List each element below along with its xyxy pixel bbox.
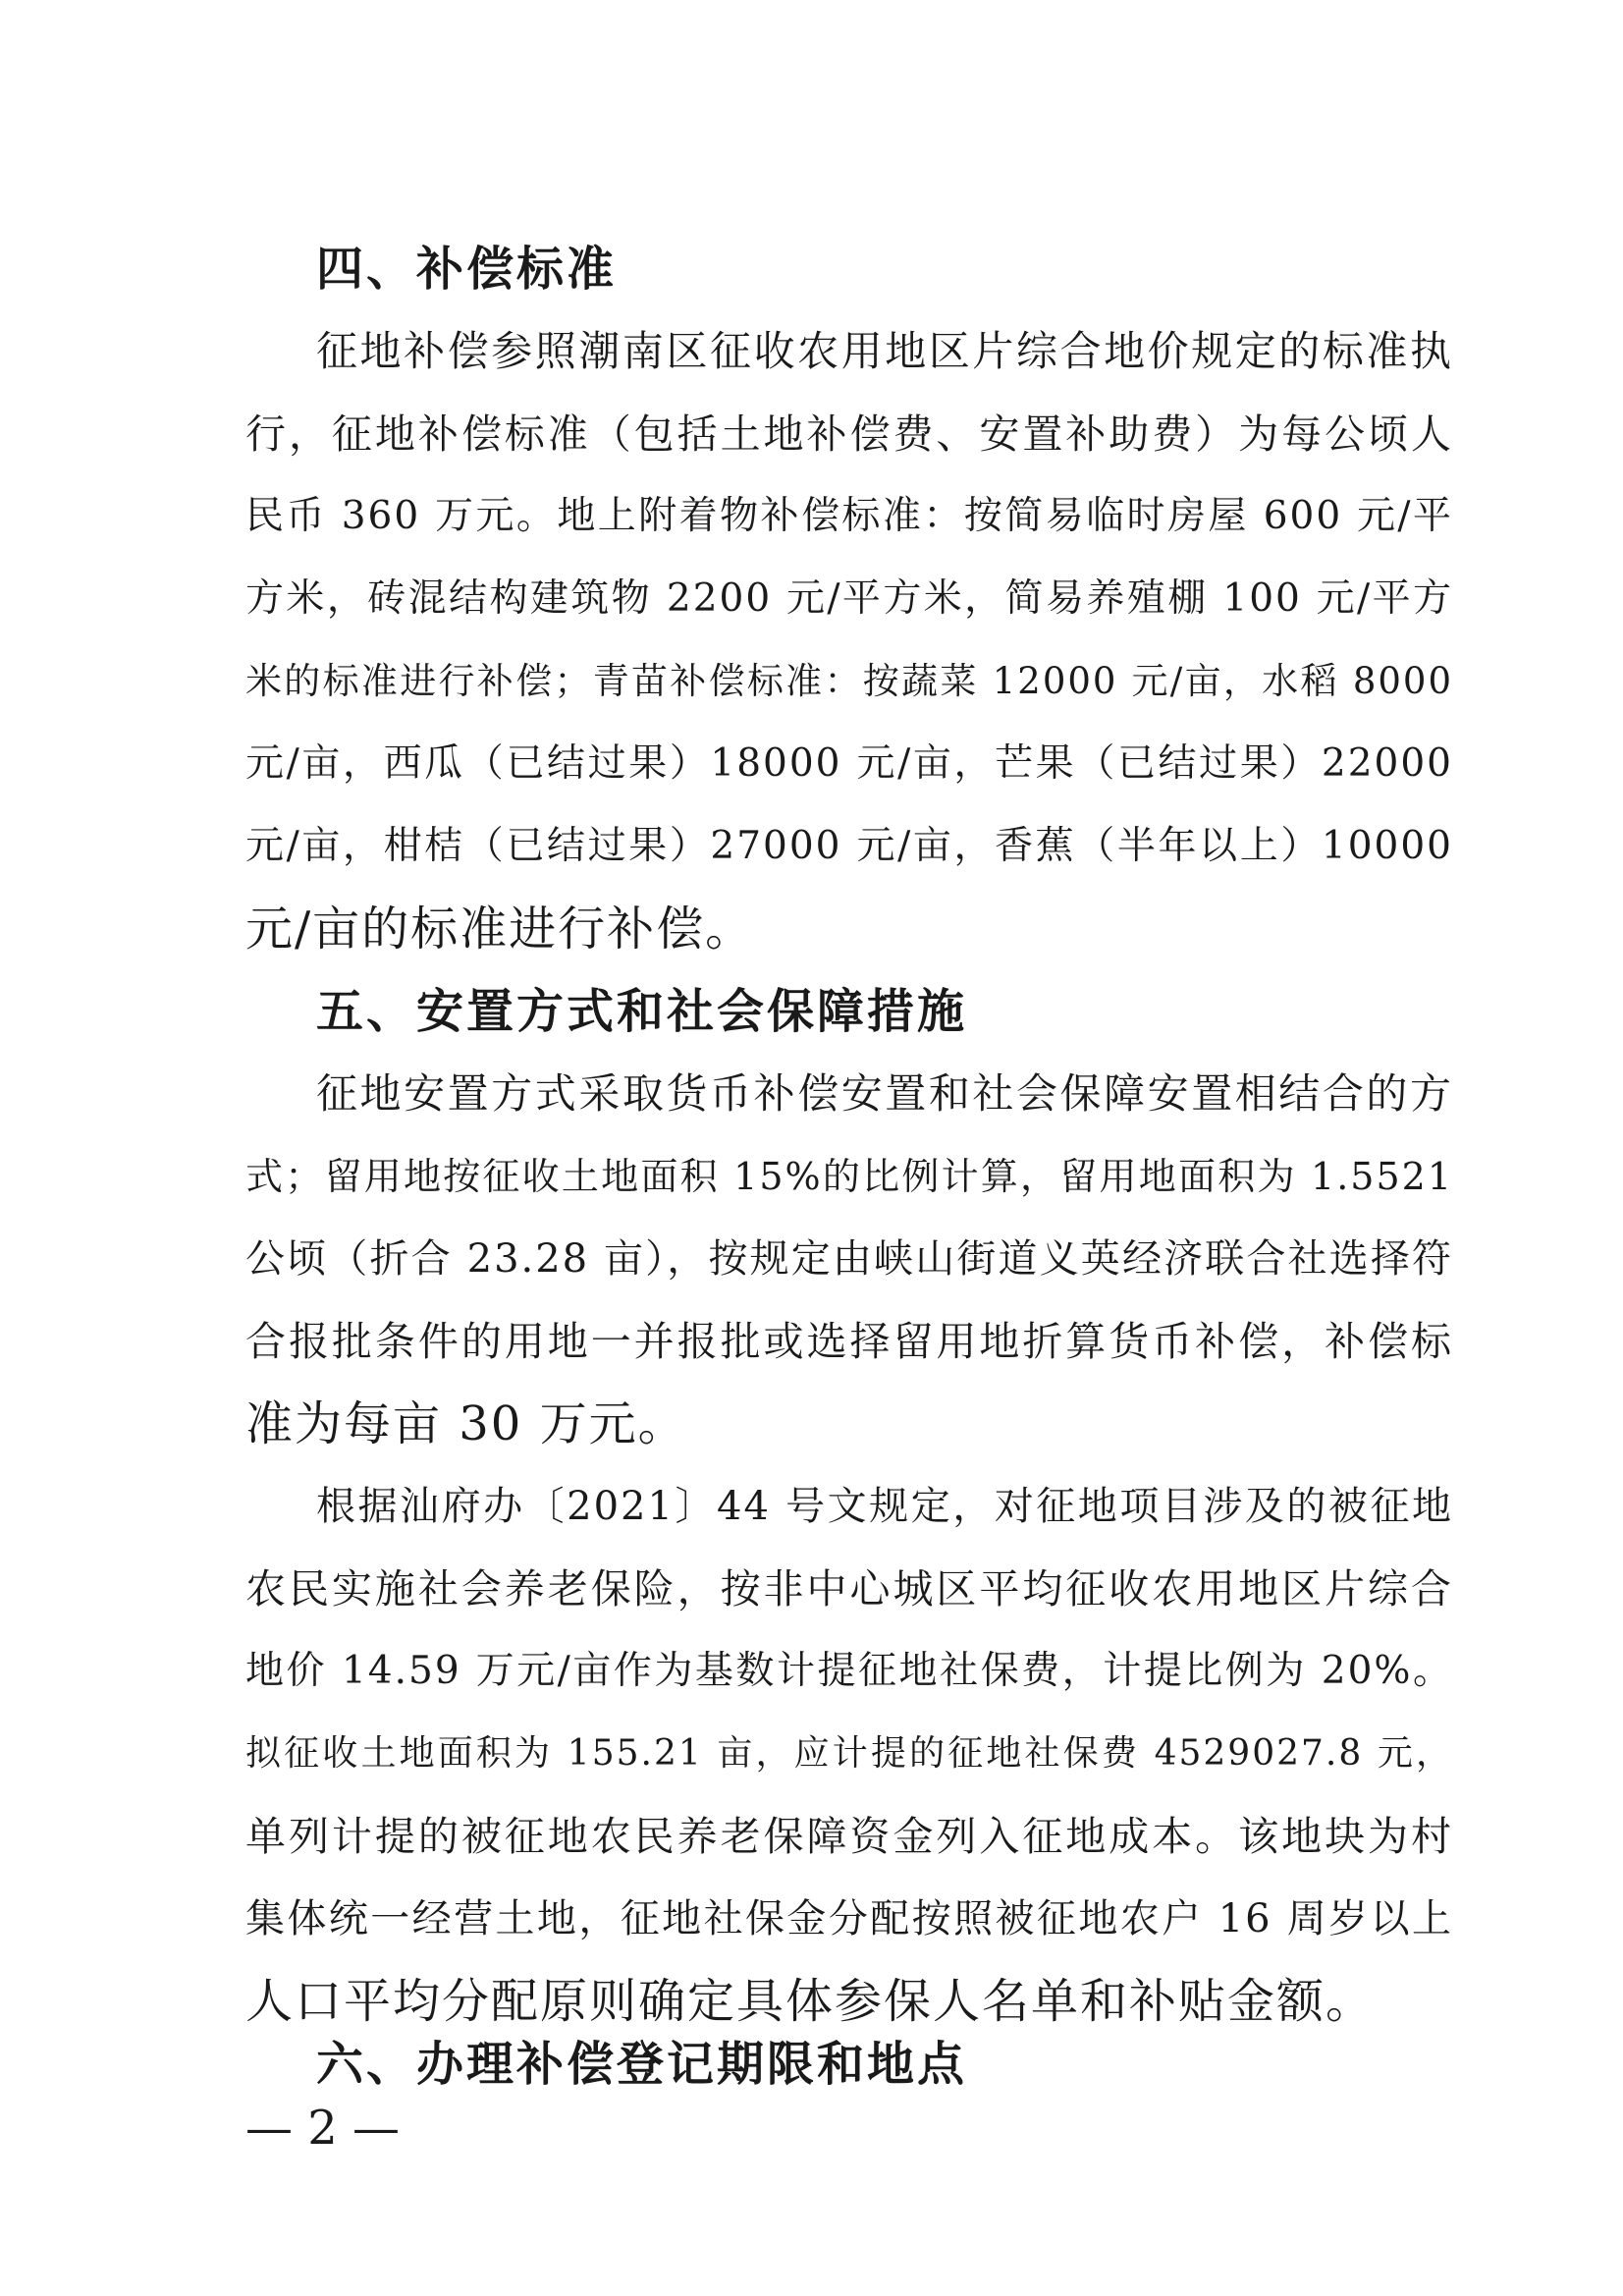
text-line: 地价 14.59 万元/亩作为基数计提征地社保费，计提比例为 20%。 <box>245 1649 1453 1693</box>
text-line: 民币 360 万元。地上附着物补偿标准：按简易临时房屋 600 元/平 <box>245 494 1453 538</box>
section-heading: 六、办理补偿登记期限和地点 <box>316 2037 968 2092</box>
text-line: 农民实施社会养老保险，按非中心城区平均征收农用地区片综合 <box>245 1565 1453 1613</box>
text-line: 公顷（折合 23.28 亩），按规定由峡山街道义英经济联合社选择符 <box>245 1236 1453 1282</box>
text-line: 合报批条件的用地一并报批或选择留用地折算货币补偿，补偿标 <box>245 1318 1453 1365</box>
text-line: 式；留用地按征收土地面积 15%的比例计算，留用地面积为 1.5521 <box>245 1155 1453 1198</box>
text-line: 征地补偿参照潮南区征收农用地区片综合地价规定的标准执 <box>316 327 1453 375</box>
text-line: 行，征地补偿标准（包括土地补偿费、安置补助费）为每公顷人 <box>245 410 1453 458</box>
text-line: 征地安置方式采取货币补偿安置和社会保障安置相结合的方 <box>316 1069 1453 1118</box>
page-number: — 2 — <box>245 2101 401 2156</box>
text-line: 根据汕府办〔2021〕44 号文规定，对征地项目涉及的被征地 <box>316 1484 1453 1529</box>
text-line: 元/亩，西瓜（已结过果）18000 元/亩，芒果（已结过果）22000 <box>245 741 1453 786</box>
text-line: 准为每亩 30 万元。 <box>245 1396 687 1451</box>
section-heading: 五、安置方式和社会保障措施 <box>316 984 968 1039</box>
text-line: 集体统一经营土地，征地社保金分配按照被征地农户 16 周岁以上 <box>245 1896 1453 1941</box>
text-line: 元/亩的标准进行补偿。 <box>245 902 755 957</box>
text-line: 元/亩，柑桔（已结过果）27000 元/亩，香蕉（半年以上）10000 <box>245 824 1453 868</box>
text-line: 方米，砖混结构建筑物 2200 元/平方米，简易养殖棚 100 元/平方 <box>245 576 1453 621</box>
text-line: 拟征收土地面积为 155.21 亩，应计提的征地社保费 4529027.8 元， <box>245 1733 1453 1774</box>
section-heading: 四、补偿标准 <box>316 242 618 297</box>
text-line: 人口平均分配原则确定具体参保人名单和补贴金额。 <box>245 1974 1376 2029</box>
text-line: 单列计提的被征地农民养老保障资金列入征地成本。该地块为村 <box>245 1813 1453 1860</box>
text-line: 米的标准进行补偿；青苗补偿标准：按蔬菜 12000 元/亩，水稻 8000 <box>245 660 1453 702</box>
